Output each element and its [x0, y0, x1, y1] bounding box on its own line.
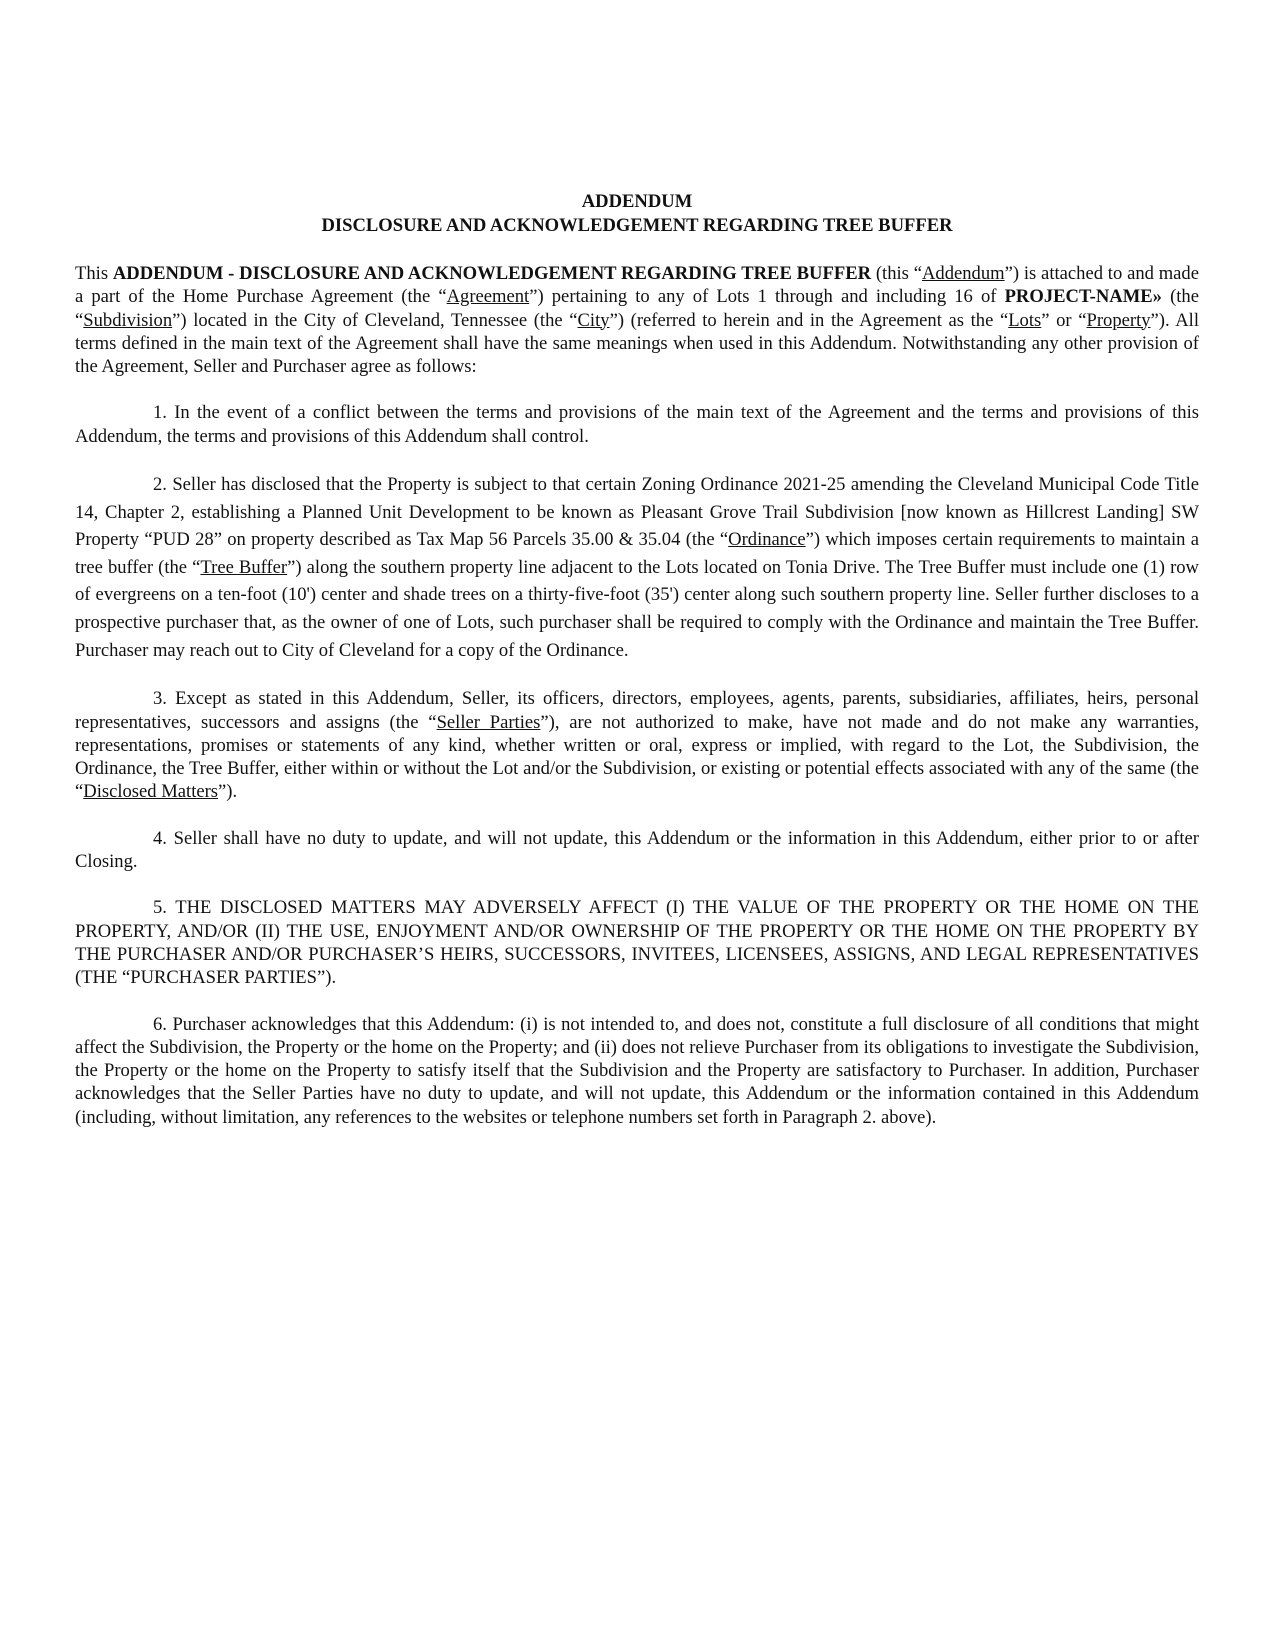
intro-paragraph [75, 262, 1199, 378]
document-title: ADDENDUM [581, 191, 693, 212]
paragraph-3 [75, 687, 1199, 803]
intro-text: ”). All terms defined in the main text of the Agreement shall have the same meanings when used in this Addendum. Notwithstanding any other provision of the Agreement, Seller and Purchaser agree as follows: [75, 309, 1199, 378]
defined-term-subdivision: Subdivision [83, 309, 173, 331]
addendum-name-bold: ADDENDUM - DISCLOSURE AND ACKNOWLEDGEMENT REGARDING TREE BUFFER [112, 263, 872, 284]
paragraph-5: 5. THE DISCLOSED MATTERS MAY ADVERSELY AFFECT (I) THE VALUE OF THE PROPERTY OR THE HOME ON THE PROPERTY, AND/OR (II) THE USE, ENJOYMENT AND/OR OWNERSHIP OF THE PROPERTY OR THE HOME ON THE PROPERTY BY THE PURCHASER AND/OR PURCHASER’S HEIRS, SUCCESSORS, INVITEES, LICENSEES, ASSIGNS, AND LEGAL REPRESENTATIVES (THE “PURCHASER PARTIES”). [75, 897, 1199, 989]
intro-text: This [75, 263, 113, 284]
intro-text: ”) (referred to herein and in the Agreement as the “ [609, 309, 1009, 331]
intro-text: ” or “ [1041, 309, 1087, 331]
defined-term-lots: Lots [1008, 309, 1042, 331]
paragraph-1: 1. In the event of a conflict between the terms and provisions of the main text of the Agreement and the terms and provisions of this Addendum, the terms and provisions of this Addendum shall control. [75, 402, 1199, 447]
project-name-bold: PROJECT-NAME» [1004, 286, 1162, 308]
paragraph-2-text: ”) along the southern property line adjacent to the Lots located on Tonia Drive. The Tree Buffer must include one (1) row of evergreens on a ten-foot (10') center and shade trees on a thirty-five-foot (35') center along such southern property line. Seller further discloses to a prospective purchaser that, as the owner of one of Lots, such purchaser shall be required to comply with the Ordinance and maintain the Tree Buffer. Purchaser may reach out to City of Cleveland for a copy of the Ordinance. [75, 556, 1199, 661]
intro-text: ”) located in the City of Cleveland, Tennessee (the “ [172, 309, 578, 331]
document-page [75, 190, 1199, 1129]
defined-term-addendum: Addendum [921, 263, 1005, 284]
defined-term-agreement: Agreement [446, 286, 530, 308]
defined-term-seller-parties: Seller Parties [436, 711, 541, 733]
paragraph-4: 4. Seller shall have no duty to update, and will not update, this Addendum or the information in this Addendum, either prior to or after Closing. [75, 827, 1199, 873]
paragraph-3-text: ”), are not authorized to make, have not made and do not make any warranties, representations, promises or statements of any kind, whether written or oral, express or implied, with regard to the Lot, the Subdivision, the Ordinance, the Tree Buffer, either within or without the Lot and/or the Subdivision, or existing or potential effects associated with any of the same (the “ [75, 711, 1199, 803]
intro-text: ”) is attached to and made a part of the Home Purchase Agreement (the “ [75, 263, 1199, 308]
defined-term-property: Property [1086, 309, 1151, 331]
intro-text: ”) pertaining to any of Lots 1 through and including 16 of [529, 286, 1005, 308]
paragraph-2-text: 2. Seller has disclosed that the Property is subject to that certain Zoning Ordinance 2021-25 amending the Cleveland Municipal Code Title 14, Chapter 2, establishing a Planned Unit Development to be known as Pleasant Grove Trail Subdivision [now known as Hillcrest Landing] SW Property “PUD 28” on property described as Tax Map 56 Parcels 35.00 & 35.04 (the “ [75, 474, 1199, 551]
paragraph-6: 6. Purchaser acknowledges that this Addendum: (i) is not intended to, and does not, constitute a full disclosure of all conditions that might affect the Subdivision, the Property or the home on the Property; and (ii) does not relieve Purchaser from its obligations to investigate the Subdivision, the Property or the home on the Property to satisfy itself that the Subdivision and the Property are satisfactory to Purchaser. In addition, Purchaser acknowledges that the Seller Parties have no duty to update, and will not update, this Addendum or the information contained in this Addendum (including, without limitation, any references to the websites or telephone numbers set forth in Paragraph 2. above). [75, 1013, 1199, 1128]
paragraph-3-text: 3. Except as stated in this Addendum, Seller, its officers, directors, employees, agents, parents, subsidiaries, affiliates, heirs, personal representatives, successors and assigns (the “ [75, 688, 1199, 733]
defined-term-city: City [577, 309, 610, 331]
paragraph-3-text: ”). [218, 781, 238, 803]
intro-text: (the “ [75, 286, 1199, 331]
defined-term-ordinance: Ordinance [728, 529, 806, 551]
defined-term-tree-buffer: Tree Buffer [200, 556, 288, 578]
defined-term-disclosed-matters: Disclosed Matters [83, 781, 219, 803]
intro-text: (this “ [871, 263, 922, 284]
paragraph-2 [75, 471, 1199, 664]
paragraph-2-text: ”) which imposes certain requirements to maintain a tree buffer (the “ [75, 529, 1199, 578]
document-subtitle: DISCLOSURE AND ACKNOWLEDGEMENT REGARDING TREE BUFFER [321, 214, 953, 236]
